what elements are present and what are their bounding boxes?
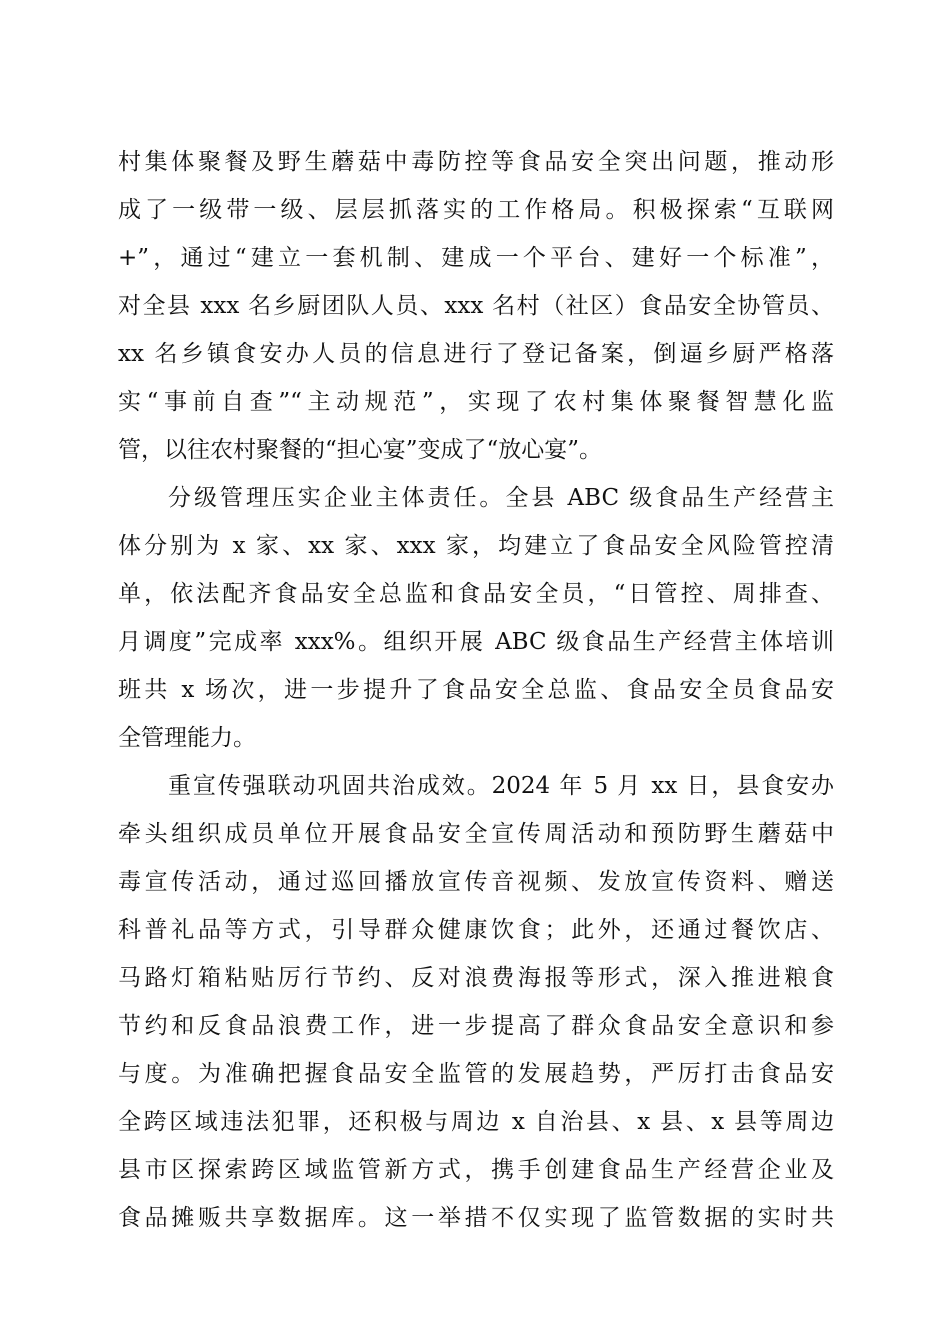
document-body bbox=[118, 138, 834, 1242]
paragraph-line: 分级管理压实企业主体责任。全县 ABC 级食品生产经营主 bbox=[168, 485, 834, 511]
paragraph-line: 与度。为准确把握食品安全监管的发展趋势，严厉打击食品安 bbox=[118, 1061, 834, 1087]
paragraph-line: 月调度”完成率 xxx%。组织开展 ABC 级食品生产经营主体培训 bbox=[118, 629, 834, 655]
paragraph-line: 成了一级带一级、层层抓落实的工作格局。积极探索“互联网 bbox=[118, 197, 834, 223]
paragraph-line: 牵头组织成员单位开展食品安全宣传周活动和预防野生蘑菇中 bbox=[118, 821, 834, 847]
paragraph-line: 班共 x 场次，进一步提升了食品安全总监、食品安全员食品安 bbox=[118, 677, 834, 703]
paragraph-line: 县市区探索跨区域监管新方式，携手创建食品生产经营企业及 bbox=[118, 1157, 834, 1183]
paragraph-line: 节约和反食品浪费工作，进一步提高了群众食品安全意识和参 bbox=[118, 1013, 834, 1039]
paragraph-line: 全跨区域违法犯罪，还积极与周边 x 自治县、x 县、x 县等周边 bbox=[118, 1109, 834, 1135]
paragraph-line: 全管理能力。 bbox=[118, 725, 256, 751]
paragraph-2 bbox=[118, 474, 834, 762]
paragraph-3 bbox=[118, 762, 834, 1242]
paragraph-line: +”，通过“建立一套机制、建成一个平台、建好一个标准”， bbox=[118, 245, 834, 271]
paragraph-line: 科普礼品等方式，引导群众健康饮食；此外，还通过餐饮店、 bbox=[118, 917, 834, 943]
paragraph-line: 重宣传强联动巩固共治成效。2024 年 5 月 xx 日，县食安办 bbox=[168, 773, 834, 799]
paragraph-line: 单，依法配齐食品安全总监和食品安全员，“日管控、周排查、 bbox=[118, 581, 834, 607]
paragraph-line: 对全县 xxx 名乡厨团队人员、xxx 名村（社区）食品安全协管员、 bbox=[118, 293, 834, 319]
paragraph-line: 体分别为 x 家、xx 家、xxx 家，均建立了食品安全风险管控清 bbox=[118, 533, 834, 559]
paragraph-line: 实“事前自查”“主动规范”，实现了农村集体聚餐智慧化监 bbox=[118, 389, 834, 415]
paragraph-line: 村集体聚餐及野生蘑菇中毒防控等食品安全突出问题，推动形 bbox=[118, 149, 834, 175]
paragraph-line: 管，以往农村聚餐的“担心宴”变成了“放心宴”。 bbox=[118, 437, 603, 463]
paragraph-line: 马路灯箱粘贴厉行节约、反对浪费海报等形式，深入推进粮食 bbox=[118, 965, 834, 991]
paragraph-1 bbox=[118, 138, 834, 474]
paragraph-line: xx 名乡镇食安办人员的信息进行了登记备案，倒逼乡厨严格落 bbox=[118, 341, 834, 367]
paragraph-line: 毒宣传活动，通过巡回播放宣传音视频、发放宣传资料、赠送 bbox=[118, 869, 834, 895]
paragraph-line: 食品摊贩共享数据库。这一举措不仅实现了监管数据的实时共 bbox=[118, 1205, 834, 1231]
